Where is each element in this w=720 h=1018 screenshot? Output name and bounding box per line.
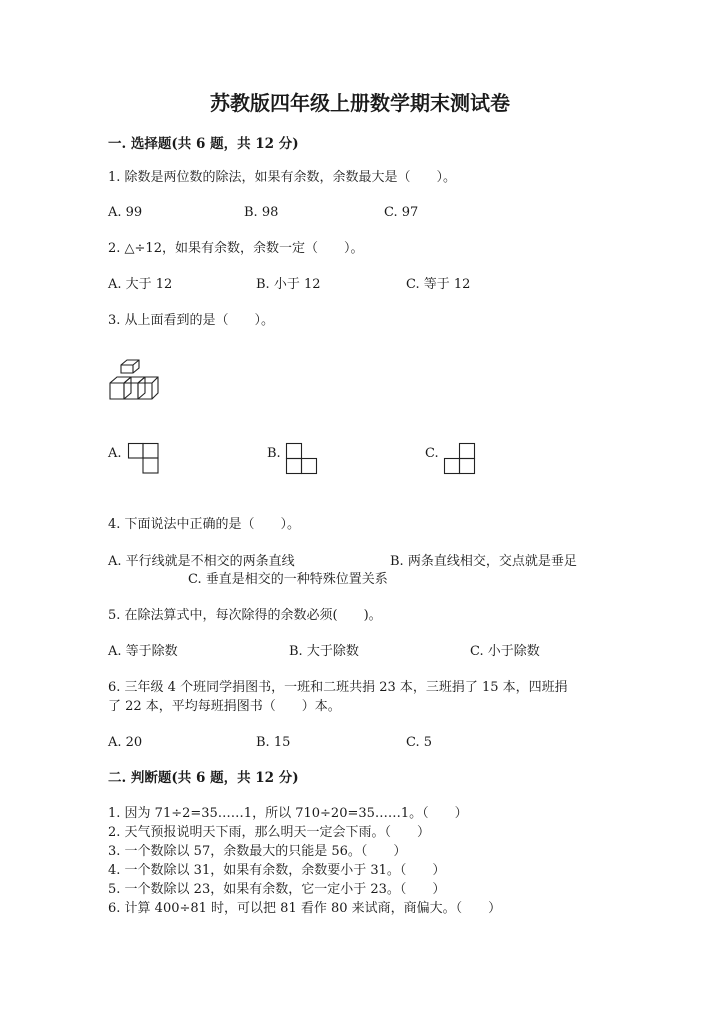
- question-4-option-b: B. 两条直线相交，交点就是垂足: [390, 554, 577, 569]
- question-6-stem-line-1: 6. 三年级 4 个班同学捐图书，一班和二班共捐 23 本，三班捐了 15 本，四班捐: [108, 680, 568, 695]
- judgment-item: 3. 一个数除以 57，余数最大的只能是 56。（ ）: [108, 844, 407, 859]
- question-6-stem-line-2: 了 22 本，平均每班捐图书（ ）本。: [108, 699, 341, 714]
- judgment-item: 4. 一个数除以 31，如果有余数，余数要小于 31。（ ）: [108, 863, 446, 878]
- question-2-option-a: A. 大于 12: [108, 277, 173, 292]
- option-b-grid-icon: [286, 443, 320, 475]
- question-3-option-c: C.: [425, 446, 439, 461]
- question-5-stem: 5. 在除法算式中，每次除得的余数必须( )。: [108, 608, 382, 623]
- question-4-option-a: A. 平行线就是不相交的两条直线: [108, 554, 295, 569]
- section-2-heading: 二. 判断题(共 6 题，共 12 分): [108, 770, 299, 786]
- question-3-option-b: B.: [267, 446, 281, 461]
- question-2-stem: 2. △÷12，如果有余数，余数一定（ ）。: [108, 241, 364, 256]
- question-6-option-a: A. 20: [108, 735, 143, 750]
- question-2-option-c: C. 等于 12: [406, 277, 471, 292]
- question-5-option-b: B. 大于除数: [289, 644, 359, 659]
- page-title: 苏教版四年级上册数学期末测试卷: [210, 91, 510, 115]
- question-3-stem: 3. 从上面看到的是（ ）。: [108, 313, 275, 328]
- judgment-item: 2. 天气预报说明天下雨，那么明天一定会下雨。（ ）: [108, 825, 431, 840]
- question-4-stem: 4. 下面说法中正确的是（ ）。: [108, 517, 301, 532]
- option-c-grid-icon: [444, 443, 478, 475]
- question-6-option-b: B. 15: [256, 735, 291, 750]
- judgment-item: 6. 计算 400÷81 时，可以把 81 看作 80 来试商，商偏大。（ ）: [108, 901, 502, 916]
- question-1-option-a: A. 99: [108, 205, 143, 220]
- question-5-option-c: C. 小于除数: [470, 644, 540, 659]
- question-2-option-b: B. 小于 12: [256, 277, 321, 292]
- question-3-option-a: A.: [108, 446, 122, 461]
- question-4-option-c: C. 垂直是相交的一种特殊位置关系: [188, 572, 388, 587]
- question-1-option-b: B. 98: [244, 205, 279, 220]
- cube-stack-icon: [108, 360, 164, 402]
- section-1-heading: 一. 选择题(共 6 题，共 12 分): [108, 136, 299, 152]
- question-6-option-c: C. 5: [406, 735, 433, 750]
- question-5-option-a: A. 等于除数: [108, 644, 178, 659]
- option-a-grid-icon: [128, 443, 160, 475]
- question-1-stem: 1. 除数是两位数的除法，如果有余数，余数最大是（ ）。: [108, 170, 457, 185]
- question-1-option-c: C. 97: [384, 205, 419, 220]
- judgment-item: 5. 一个数除以 23，如果有余数，它一定小于 23。（ ）: [108, 882, 446, 897]
- judgment-item: 1. 因为 71÷2=35……1，所以 710÷20=35……1。（ ）: [108, 806, 468, 821]
